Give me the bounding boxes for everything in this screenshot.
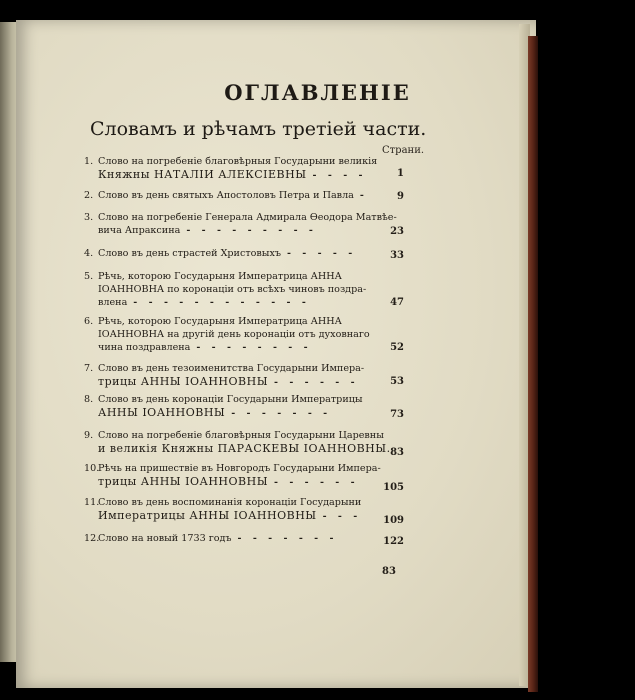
entry-text-line: Слово на новый 1733 годъ <box>98 533 232 544</box>
leader-dots: - - - - - - - - - - - - <box>133 297 310 308</box>
leader-dots: - - - - - <box>286 248 357 259</box>
toc-entry-1[interactable] <box>84 155 404 182</box>
entry-text-line: Слово въ день воспоминанія коронаціи Государыни <box>98 497 362 508</box>
page-number-8: 73 <box>390 409 404 420</box>
page-number-7: 53 <box>390 376 404 387</box>
leader-dots: - - - <box>322 511 362 522</box>
leader-dots: - <box>359 190 368 201</box>
entry-text-line: Княжны НАТАЛІИ АЛЕКСІЕВНЫ <box>98 168 307 181</box>
entry-text-line: Рѣчь, которою Государыня Императрица АННА <box>98 316 342 327</box>
entry-text-line: Слово въ день святыхъ Апостоловъ Петра и Павла <box>98 190 354 201</box>
entry-text-line: Императрицы АННЫ ІОАННОВНЫ <box>98 509 317 522</box>
page-number-12: 122 <box>383 536 404 547</box>
entry-number: 3. <box>84 212 94 223</box>
entry-number: 9. <box>84 430 94 441</box>
toc-entry-6[interactable] <box>84 315 404 354</box>
entry-number: 7. <box>84 363 94 374</box>
leader-dots: - - - - - - - - - <box>186 225 317 236</box>
entry-text-line: Слово на погребеніе Генерала Адмирала Ѳеодора Матвѣе- <box>98 212 397 223</box>
entry-text-line: Рѣчь на пришествіе въ Новгородъ Государыни Импера- <box>98 463 381 474</box>
entry-text-line: ІОАННОВНА на другiй день коронаціи отъ духовнаго <box>98 329 370 340</box>
page-column-header: Страни. <box>382 145 425 156</box>
entry-text-line: Слово въ день коронаціи Государыни Императрицы <box>98 394 363 405</box>
entry-text-line: трицы АННЫ ІОАННОВНЫ <box>98 475 269 488</box>
leader-dots: - - - - <box>312 170 367 181</box>
entry-number: 4. <box>84 248 94 259</box>
leader-dots: - - - - - - - - <box>196 342 312 353</box>
page-number-4: 33 <box>390 250 404 261</box>
toc-entry-5[interactable] <box>84 270 404 309</box>
entry-text-line: Рѣчь, которою Государыня Императрица АННА <box>98 271 342 282</box>
entry-text-line: чина поздравлена <box>98 342 191 353</box>
page-number-6: 52 <box>390 342 404 353</box>
catchword: 83 <box>382 566 396 577</box>
leader-dots: - - - - - - - <box>231 408 332 419</box>
page-number-2: 9 <box>397 191 404 202</box>
toc-entry-11[interactable] <box>84 496 404 523</box>
entry-number: 2. <box>84 190 94 201</box>
entry-text-line: вича Апраксина <box>98 225 181 236</box>
page-number-3: 23 <box>390 226 404 237</box>
entry-text-line: Слово на погребеніе благовѣрныя Государыни великія <box>98 156 378 167</box>
section-subtitle: Словамъ и рѣчамъ третiей части. <box>90 118 427 140</box>
page-number-5: 47 <box>390 297 404 308</box>
leader-dots: - - - - - - - <box>237 533 338 544</box>
entry-number: 5. <box>84 271 94 282</box>
entry-number: 11. <box>84 497 100 508</box>
book-cover-edge <box>528 36 538 692</box>
entry-text-line: Слово въ день тезоименитства Государыни Импера- <box>98 363 365 374</box>
page-title: ОГЛАВЛЕНІЕ <box>224 80 411 105</box>
page-number-11: 109 <box>383 515 404 526</box>
toc-entry-7[interactable] <box>84 362 404 389</box>
entry-text-line: влена <box>98 297 128 308</box>
toc-entry-9[interactable] <box>84 429 404 456</box>
entry-number: 1. <box>84 156 94 167</box>
toc-entry-2[interactable] <box>84 189 404 202</box>
entry-number: 6. <box>84 316 94 327</box>
leader-dots: - - - - - - <box>274 477 359 488</box>
entry-number: 12. <box>84 533 100 544</box>
leader-dots: - - - - - - <box>274 377 359 388</box>
entry-text-line: трицы АННЫ ІОАННОВНЫ <box>98 375 269 388</box>
page-number-9: 83 <box>390 447 404 458</box>
page-number-1: 1 <box>397 168 404 179</box>
entry-number: 10. <box>84 463 100 474</box>
entry-text-line: ІОАННОВНА по коронаціи отъ всѣхъ чиновъ поздра- <box>98 284 367 295</box>
entry-text-line: Слово въ день страстей Христовыхъ <box>98 248 281 259</box>
entry-text-line: Слово на погребеніе благовѣрныя Государыни Царевны <box>98 430 384 441</box>
toc-entry-8[interactable] <box>84 393 404 420</box>
toc-entry-12[interactable] <box>84 532 404 545</box>
page-number-10: 105 <box>383 482 404 493</box>
toc-entry-4[interactable] <box>84 247 404 260</box>
entry-number: 8. <box>84 394 94 405</box>
toc-entry-3[interactable] <box>84 211 404 237</box>
toc-entry-10[interactable] <box>84 462 404 489</box>
entry-text-line: и великія Княжны ПАРАСКЕВЫ ІОАННОВНЫ. <box>98 442 391 455</box>
entry-text-line: АННЫ ІОАННОВНЫ <box>98 406 226 419</box>
